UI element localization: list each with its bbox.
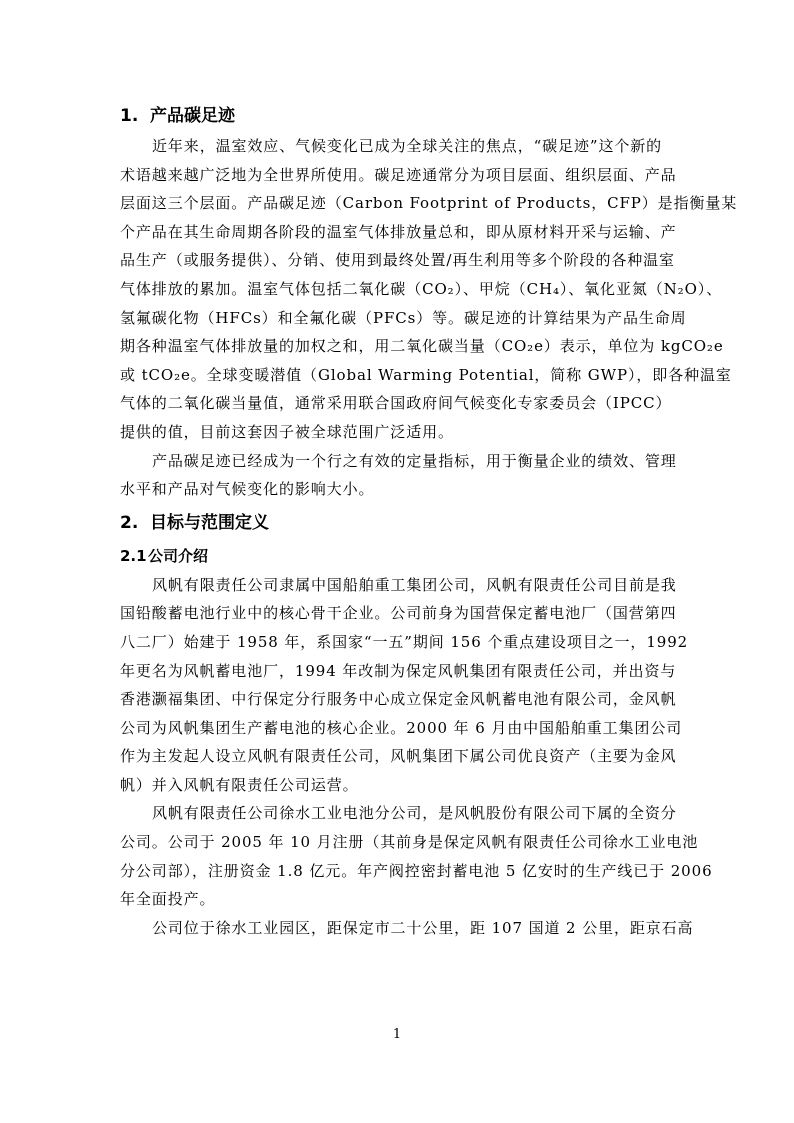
paragraph-line: 水平和产品对气候变化的影响大小。 (120, 480, 375, 499)
paragraph (120, 914, 694, 943)
paragraph-line: 分公司部），注册资金 1.8 亿元。年产阀控密封蓄电池 5 亿安时的生产线已于 2006 (120, 861, 713, 880)
paragraph-line: 国铅酸蓄电池行业中的核心骨干企业。公司前身为国营保定蓄电池厂（国营第四 (120, 604, 677, 623)
section-title: 产品碳足迹 (150, 106, 235, 126)
subsection-heading-company-intro (120, 541, 674, 571)
paragraph-line: 品生产（或服务提供）、分销、使用到最终处置/再生利用等多个阶段的各种温室 (120, 251, 675, 270)
paragraph-line: 风帆有限责任公司隶属中国船舶重工集团公司，风帆有限责任公司目前是我 (152, 575, 677, 594)
paragraph (120, 571, 689, 800)
paragraph-line: 术语越来越广泛地为全世界所使用。碳足迹通常分为项目层面、组织层面、产品 (120, 165, 677, 184)
paragraph-line: 公司。公司于 2005 年 10 月注册（其前身是保定风帆有限责任公司徐水工业电池 (120, 833, 699, 852)
paragraph (120, 132, 738, 447)
paragraph-line: 期各种温室气体排放量的加权之和，用二氧化碳当量（CO₂e）表示，单位为 kgCO₂e (120, 337, 724, 356)
section-number: 1. (120, 106, 139, 126)
paragraph-line: 提供的值，目前这套因子被全球范围广泛适用。 (120, 422, 454, 441)
paragraph-line: 公司位于徐水工业园区，距保定市二十公里，距 107 国道 2 公里，距京石高 (152, 918, 694, 937)
subsection-title: 公司介绍 (148, 546, 209, 565)
paragraph (120, 447, 677, 504)
section-heading-carbon-footprint (120, 100, 674, 132)
paragraph-line: 或 tCO₂e。全球变暖潜值（Global Warming Potential，简称 GWP），即各种温室 (120, 365, 732, 384)
paragraph-line: 八二厂）始建于 1958 年，系国家“一五”期间 156 个重点建设项目之一，1992 (120, 632, 689, 651)
paragraph-line: 近年来，温室效应、气候变化已成为全球关注的焦点，“碳足迹”这个新的 (152, 137, 663, 155)
paragraph-line: 作为主发起人设立风帆有限责任公司，风帆集团下属公司优良资产（主要为金风 (120, 747, 677, 766)
paragraph-line: 氢氟碳化物（HFCs）和全氟化碳（PFCs）等。碳足迹的计算结果为产品生命周 (120, 308, 687, 327)
paragraph (120, 799, 713, 913)
paragraph-line: 个产品在其生命周期各阶段的温室气体排放量总和，即从原材料开采与运输、产 (120, 222, 677, 241)
section-title: 目标与范围定义 (150, 512, 269, 533)
paragraph-line: 年全面投产。 (120, 890, 216, 909)
section-number: 2. (120, 512, 139, 533)
paragraph-line: 香港灏福集团、中行保定分行服务中心成立保定金风帆蓄电池有限公司，金风帆 (120, 690, 677, 709)
paragraph-line: 层面这三个层面。产品碳足迹（Carbon Footprint of Products，CFP）是指衡量某 (120, 194, 738, 213)
paragraph-line: 气体的二氧化碳当量值，通常采用联合国政府间气候变化专家委员会（IPCC） (120, 394, 672, 413)
paragraph-line: 帆）并入风帆有限责任公司运营。 (120, 775, 359, 794)
paragraph-line: 公司为风帆集团生产蓄电池的核心企业。2000 年 6 月由中国船舶重工集团公司 (120, 718, 683, 737)
section-heading-goal-scope (120, 507, 674, 539)
subsection-number: 2.1 (120, 546, 147, 565)
page-number: 1 (392, 1027, 402, 1042)
page-content (120, 100, 738, 942)
paragraph-line: 风帆有限责任公司徐水工业电池分公司，是风帆股份有限公司下属的全资分 (152, 804, 677, 823)
paragraph-line: 年更名为风帆蓄电池厂，1994 年改制为保定风帆集团有限责任公司，并出资与 (120, 661, 677, 680)
paragraph-line: 气体排放的累加。温室气体包括二氧化碳（CO₂）、甲烷（CH₄）、氧化亚氮（N₂O）、 (120, 279, 723, 298)
paragraph-line: 产品碳足迹已经成为一个行之有效的定量指标，用于衡量企业的绩效、管理 (152, 451, 677, 470)
